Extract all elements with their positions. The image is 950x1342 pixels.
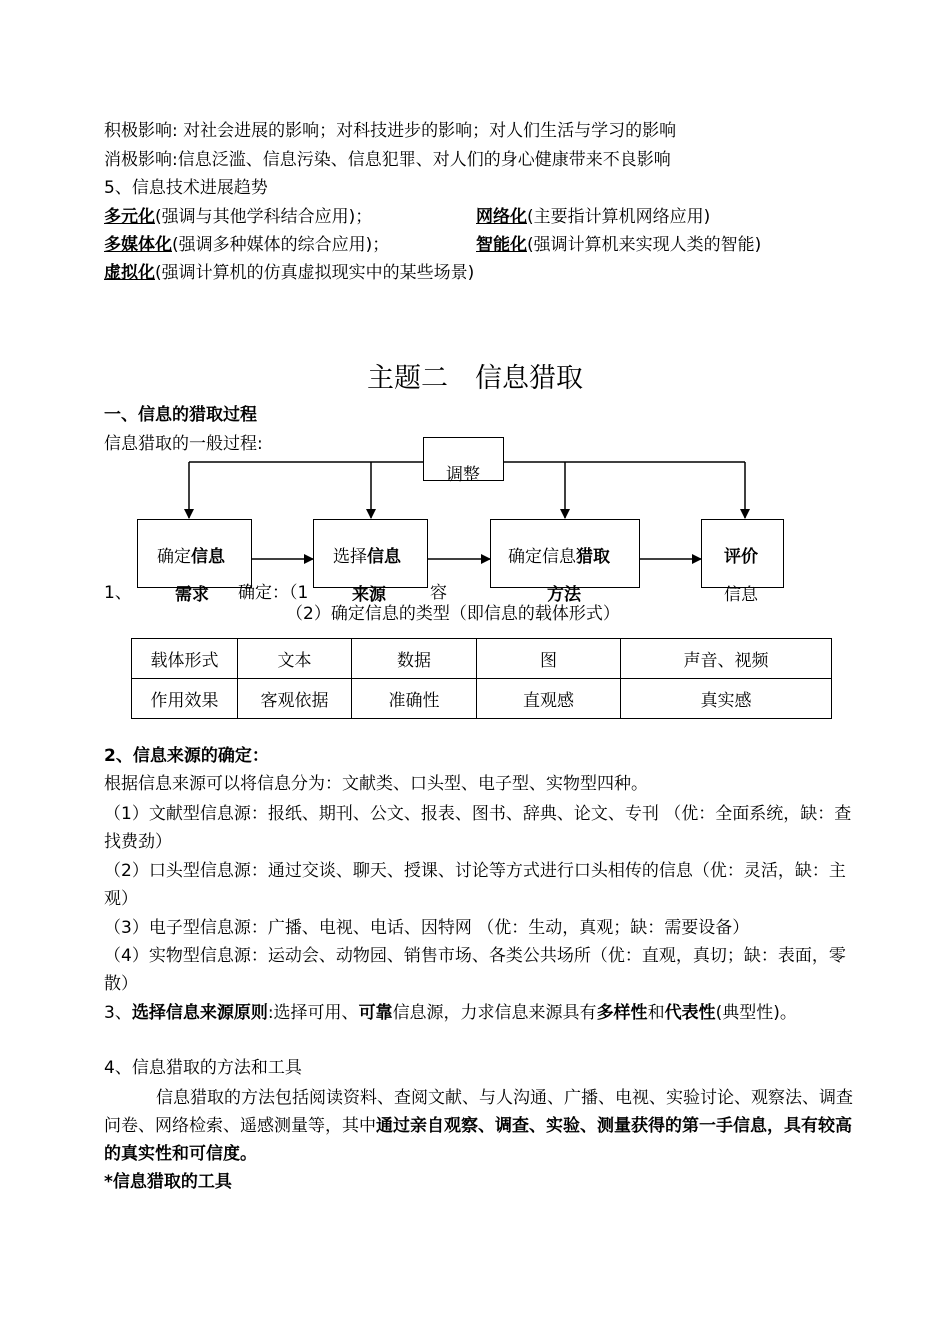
flow-box-evaluate-overflow: 信息 (724, 585, 758, 605)
table-row (132, 679, 832, 719)
table-cell: 准确性 (352, 679, 477, 719)
flow-box-evaluate-label: 评价 (724, 547, 758, 567)
flow-box-method-overflow: 方法 (547, 585, 581, 605)
section4-heading: 4、信息猎取的方法和工具 (104, 1058, 302, 1078)
table-cell: 声音、视频 (621, 639, 832, 679)
item1-tail: 容 (430, 583, 447, 603)
source-type-3: （3）电子型信息源：广播、电视、电话、因特网 （优：生动，真观；缺：需要设备） (104, 918, 750, 938)
trend-item: 智能化(强调计算机来实现人类的智能) (476, 235, 762, 255)
flow-box-source-overflow: 来源 (352, 585, 386, 605)
negative-impact: 消极影响:信息泛滥、信息污染、信息犯罪、对人们的身心健康带来不良影响 (104, 150, 671, 170)
trend-item: 多媒体化(强调多种媒体的综合应用)； (104, 235, 390, 255)
flow-box-need-overflow: 需求 (175, 585, 209, 605)
table-row (132, 639, 832, 679)
trend-item: 网络化(主要指计算机网络应用) (476, 207, 711, 227)
table-cell: 作用效果 (132, 679, 238, 719)
tools-heading: *信息猎取的工具 (104, 1172, 232, 1192)
table-cell: 数据 (352, 639, 477, 679)
positive-impact: 积极影响: 对社会进展的影响；对科技进步的影响；对人们生活与学习的影响 (104, 121, 677, 141)
source-type-2: （2）口头型信息源：通过交谈、聊天、授课、讨论等方式进行口头相传的信息（优：灵活，缺：主观） (104, 861, 846, 909)
flow-box-method-label: 确定信息猎取 (508, 547, 610, 567)
section2-heading: 2、信息来源的确定： (104, 746, 269, 766)
flow-box-need-label: 确定信息 (157, 547, 225, 567)
trend-item: 虚拟化(强调计算机的仿真虚拟现实中的某些场景) (104, 263, 475, 283)
carrier-table (131, 638, 832, 719)
section2-classify: 根据信息来源可以将信息分为：文献类、口头型、电子型、实物型四种。 (104, 774, 648, 794)
trend-heading: 5、信息技术进展趋势 (104, 178, 268, 198)
table-cell: 客观依据 (238, 679, 352, 719)
adjust-label: 调整 (446, 465, 480, 485)
table-cell: 文本 (238, 639, 352, 679)
section1-intro: 信息猎取的一般过程: (104, 434, 263, 454)
table-cell: 载体形式 (132, 639, 238, 679)
flow-box-source-label: 选择信息 (333, 547, 401, 567)
table-cell: 真实感 (621, 679, 832, 719)
source-type-4: （4）实物型信息源：运动会、动物园、销售市场、各类公共场所（优：直观，真切；缺：表面，零散） (104, 946, 846, 994)
trend-item: 多元化(强调与其他学科结合应用)； (104, 207, 373, 227)
section4-paragraph: 信息猎取的方法包括阅读资料、查阅文献、与人沟通、广播、电视、实验讨论、观察法、调查问卷、网络检索、遥感测量等，其中通过亲自观察、调查、实验、测量获得的第一手信息，具有较高的真实性和可信度。 (104, 1088, 853, 1164)
item1-fragment: 确定：（1 (238, 583, 309, 603)
source-type-1: （1）文献型信息源：报纸、期刊、公文、报表、图书、辞典、论文、专刊 （优：全面系统，缺：查找费劲） (104, 804, 852, 852)
section1-heading: 一、信息的猎取过程 (104, 405, 257, 425)
item1-prefix: 1、 (104, 583, 132, 603)
section3-principle: 3、选择信息来源原则:选择可用、可靠信息源，力求信息来源具有多样性和代表性(典型性)。 (104, 1003, 797, 1023)
page-title: 主题二 信息猎取 (367, 363, 583, 394)
table-cell: 直观感 (477, 679, 621, 719)
table-cell: 图 (477, 639, 621, 679)
item1-line2: （2）确定信息的类型（即信息的载体形式） (286, 604, 620, 624)
